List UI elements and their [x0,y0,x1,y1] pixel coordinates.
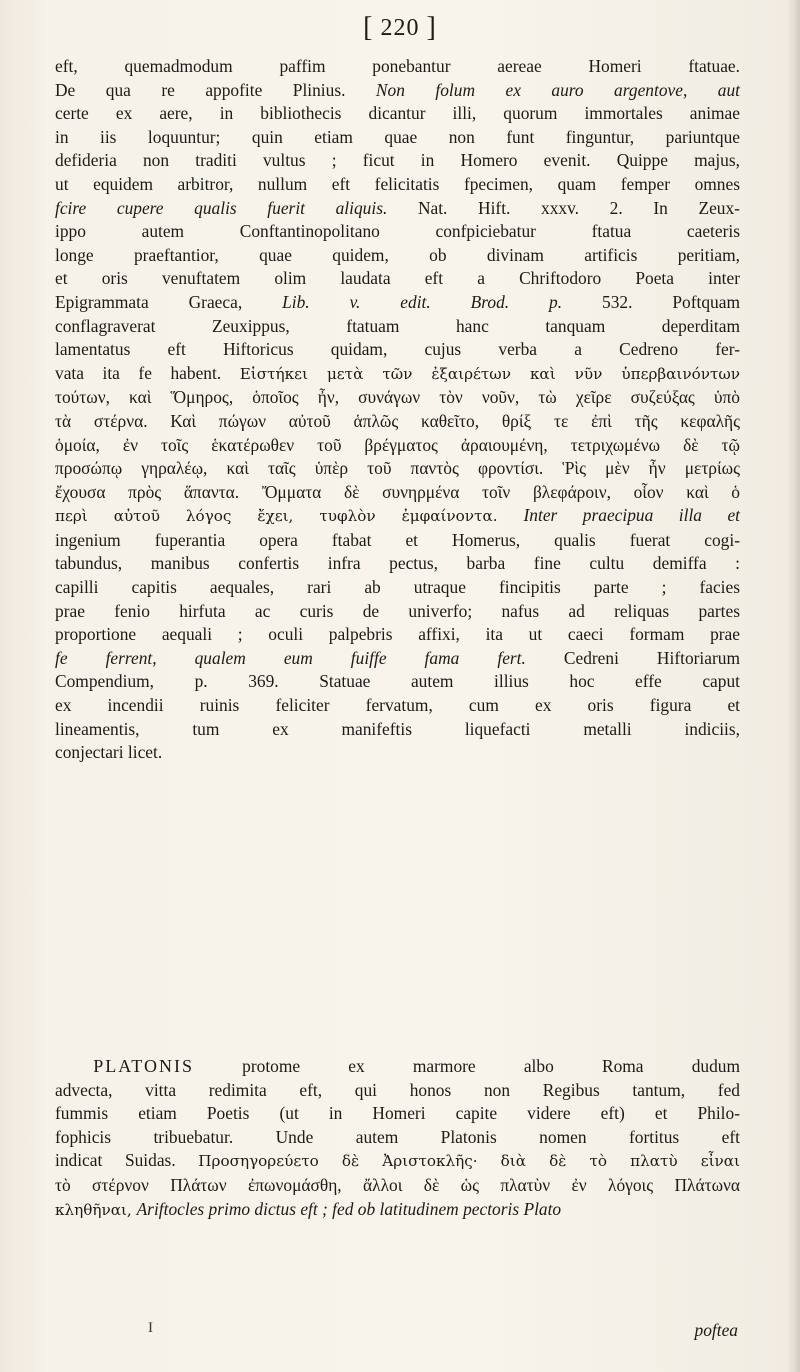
text-run: 532. Poftquam [562,291,740,312]
text-line [55,647,740,671]
text-line [55,362,740,387]
text-line: eft, quemadmodum paffim ponebantur aereae Homeri ftatuae. [55,56,740,76]
translation-line: tabundus, manibus confertis infra pectus, barba fine cultu demiffa : [55,553,740,574]
text-line: Compendium, p. 369. Statuae autem illius hoc effe caput [55,671,740,692]
translation-line: proportione aequali ; oculi palpebris affixi, ita ut caeci formam prae [55,624,740,645]
text-line: advecta, vitta redimita eft, qui honos non Regibus tantum, fed [55,1079,740,1100]
text-line: lamentatus eft Hiftoricus quidam, cujus verba a Cedreno fer- [55,339,740,360]
text-line [55,197,740,221]
greek-line: ὁμοία, ἐν τοῖς ἑκατέρωθεν τοῦ βρέγματος ἀραιουμένη, τετριχωμένω δὲ τῷ [55,434,740,455]
greek-line: τὰ στέρνα. Καὶ πώγων αὐτοῦ ἁπλῶς καθεῖτο, θρίξ τε ἐπὶ τῆς κεφαλῆς [55,410,740,431]
quote-end: fcire cupere qualis fuerit aliquis. [55,197,388,218]
text-line: longe praeftantior, quae quidem, ob divinam artificis peritiam, [55,244,740,265]
quote-line: certe ex aere, in bibliothecis dicantur illi, quorum immortales animae [55,103,740,124]
text-line [55,504,740,529]
greek-text: Εἱστήκει μετὰ τῶν ἐξαιρέτων καὶ νῦν ὑπερβαινόντων [239,364,740,383]
citation-italic: Lib. v. edit. Brod. p. [282,291,563,312]
text-run: vata ita fe habent. [55,362,240,383]
text-line [55,79,740,103]
text-line [55,291,740,315]
text-run: Epigrammata Graeca, [55,291,283,312]
greek-text: κληθῆναι, [55,1200,137,1219]
page-edge-shadow [786,0,800,1372]
right-bracket: ] [426,12,437,43]
translation-end: fe ferrent, qualem eum fuiffe fama fert. [55,647,526,668]
text-line: conflagraverat Zeuxippus, ftatuam hanc tanquam deperditam [55,315,740,336]
greek-line: τὸ στέρνον Πλάτων ἐπωνομάσθη, ἄλλοι δὲ ὡς πλατὺν ἐν λόγοις Πλάτωνα [55,1174,740,1195]
paragraph-plato [55,1055,740,1222]
citation: Nat. Hift. xxxv. 2. In Zeux- [387,197,740,218]
text-line [55,1055,740,1079]
text-line: et oris venuftatem olim laudata eft a Chriftodoro Poeta inter [55,268,740,289]
text-run: protome ex marmore albo Roma dudum [193,1056,740,1076]
citation: Cedreni Hiftoriarum [525,647,741,668]
left-bracket: [ [363,12,374,43]
text-line: fummis etiam Poetis (ut in Homeri capite videre eft) et Philo- [55,1103,740,1124]
translation-line: prae fenio hirfuta ac curis de univerfo; nafus ad reliquas partes [55,600,740,621]
greek-line: προσώπῳ γηραλέῳ, καὶ ταῖς ὑπὲρ τοῦ παντὸς φροντίσι. Ῥὶς μὲν ἦν μετρίως [55,458,740,479]
quote-line: defideria non traditi vultus ; ficut in Homero evenit. Quippe majus, [55,150,740,171]
text-line: fophicis tribuebatur. Unde autem Platonis nomen fortitus eft [55,1126,740,1147]
translation: Inter praecipua illa et [523,505,740,526]
greek-text: περὶ αὐτοῦ λόγος ἔχει, τυφλὸν ἐμφαίνοντα. [55,507,524,526]
text-line: ex incendii ruinis feliciter fervatum, cum ex oris figura et [55,695,740,716]
text-line: conjectari licet. [55,742,163,763]
text-run: De qua re appofite Plinius. [55,79,376,100]
text-line: lineamentis, tum ex manifeftis liquefacti metalli indiciis, [55,718,740,739]
catchword: poftea [694,1320,738,1340]
quote-line: ut equidem arbitror, nullum eft felicitatis fpecimen, quam femper omnes [55,173,740,194]
text-line: ippo autem Conftantinopolitano confpiciebatur ftatua caeteris [55,221,740,242]
paragraph-homer [55,55,740,765]
translation-line: capilli capitis aequales, rari ab utraque fincipitis parte ; facies [55,577,740,598]
quote-line: in iis loquuntur; quin etiam quae non funt finguntur, pariuntque [55,126,740,147]
page-number: 220 [380,15,420,41]
greek-line: ἔχουσα πρὸς ἅπαντα. Ὄμματα δὲ συνηρμένα τοῖν βλεφάροιν, οἷον καὶ ὁ [55,481,740,502]
quote-pliny: Non folum ex auro argentove, aut [375,79,740,100]
page-footer [0,1320,800,1360]
text-line [55,1149,740,1174]
translation: Ariftocles primo dictus eft ; fed ob latitudinem pectoris Plato [136,1198,562,1219]
text-line [55,1198,740,1223]
greek-line: τούτων, καὶ Ὅμηρος, ὁποῖος ἦν, συνάγων τὸν νοῦν, τὼ χεῖρε συζεύξας ὑπὸ [55,387,740,408]
greek-text: Προσηγορεύετο δὲ Ἀριστοκλῆς· διὰ δὲ τὸ πλατὺ εἶναι [198,1152,741,1171]
page-header [0,10,800,46]
translation-line: ingenium fuperantia opera ftabat et Homerus, qualis fuerat cogi- [55,529,740,550]
signature-mark: I [148,1320,153,1336]
plato-heading: PLATONIS [93,1056,194,1076]
text-run: indicat Suidas. [55,1150,199,1171]
